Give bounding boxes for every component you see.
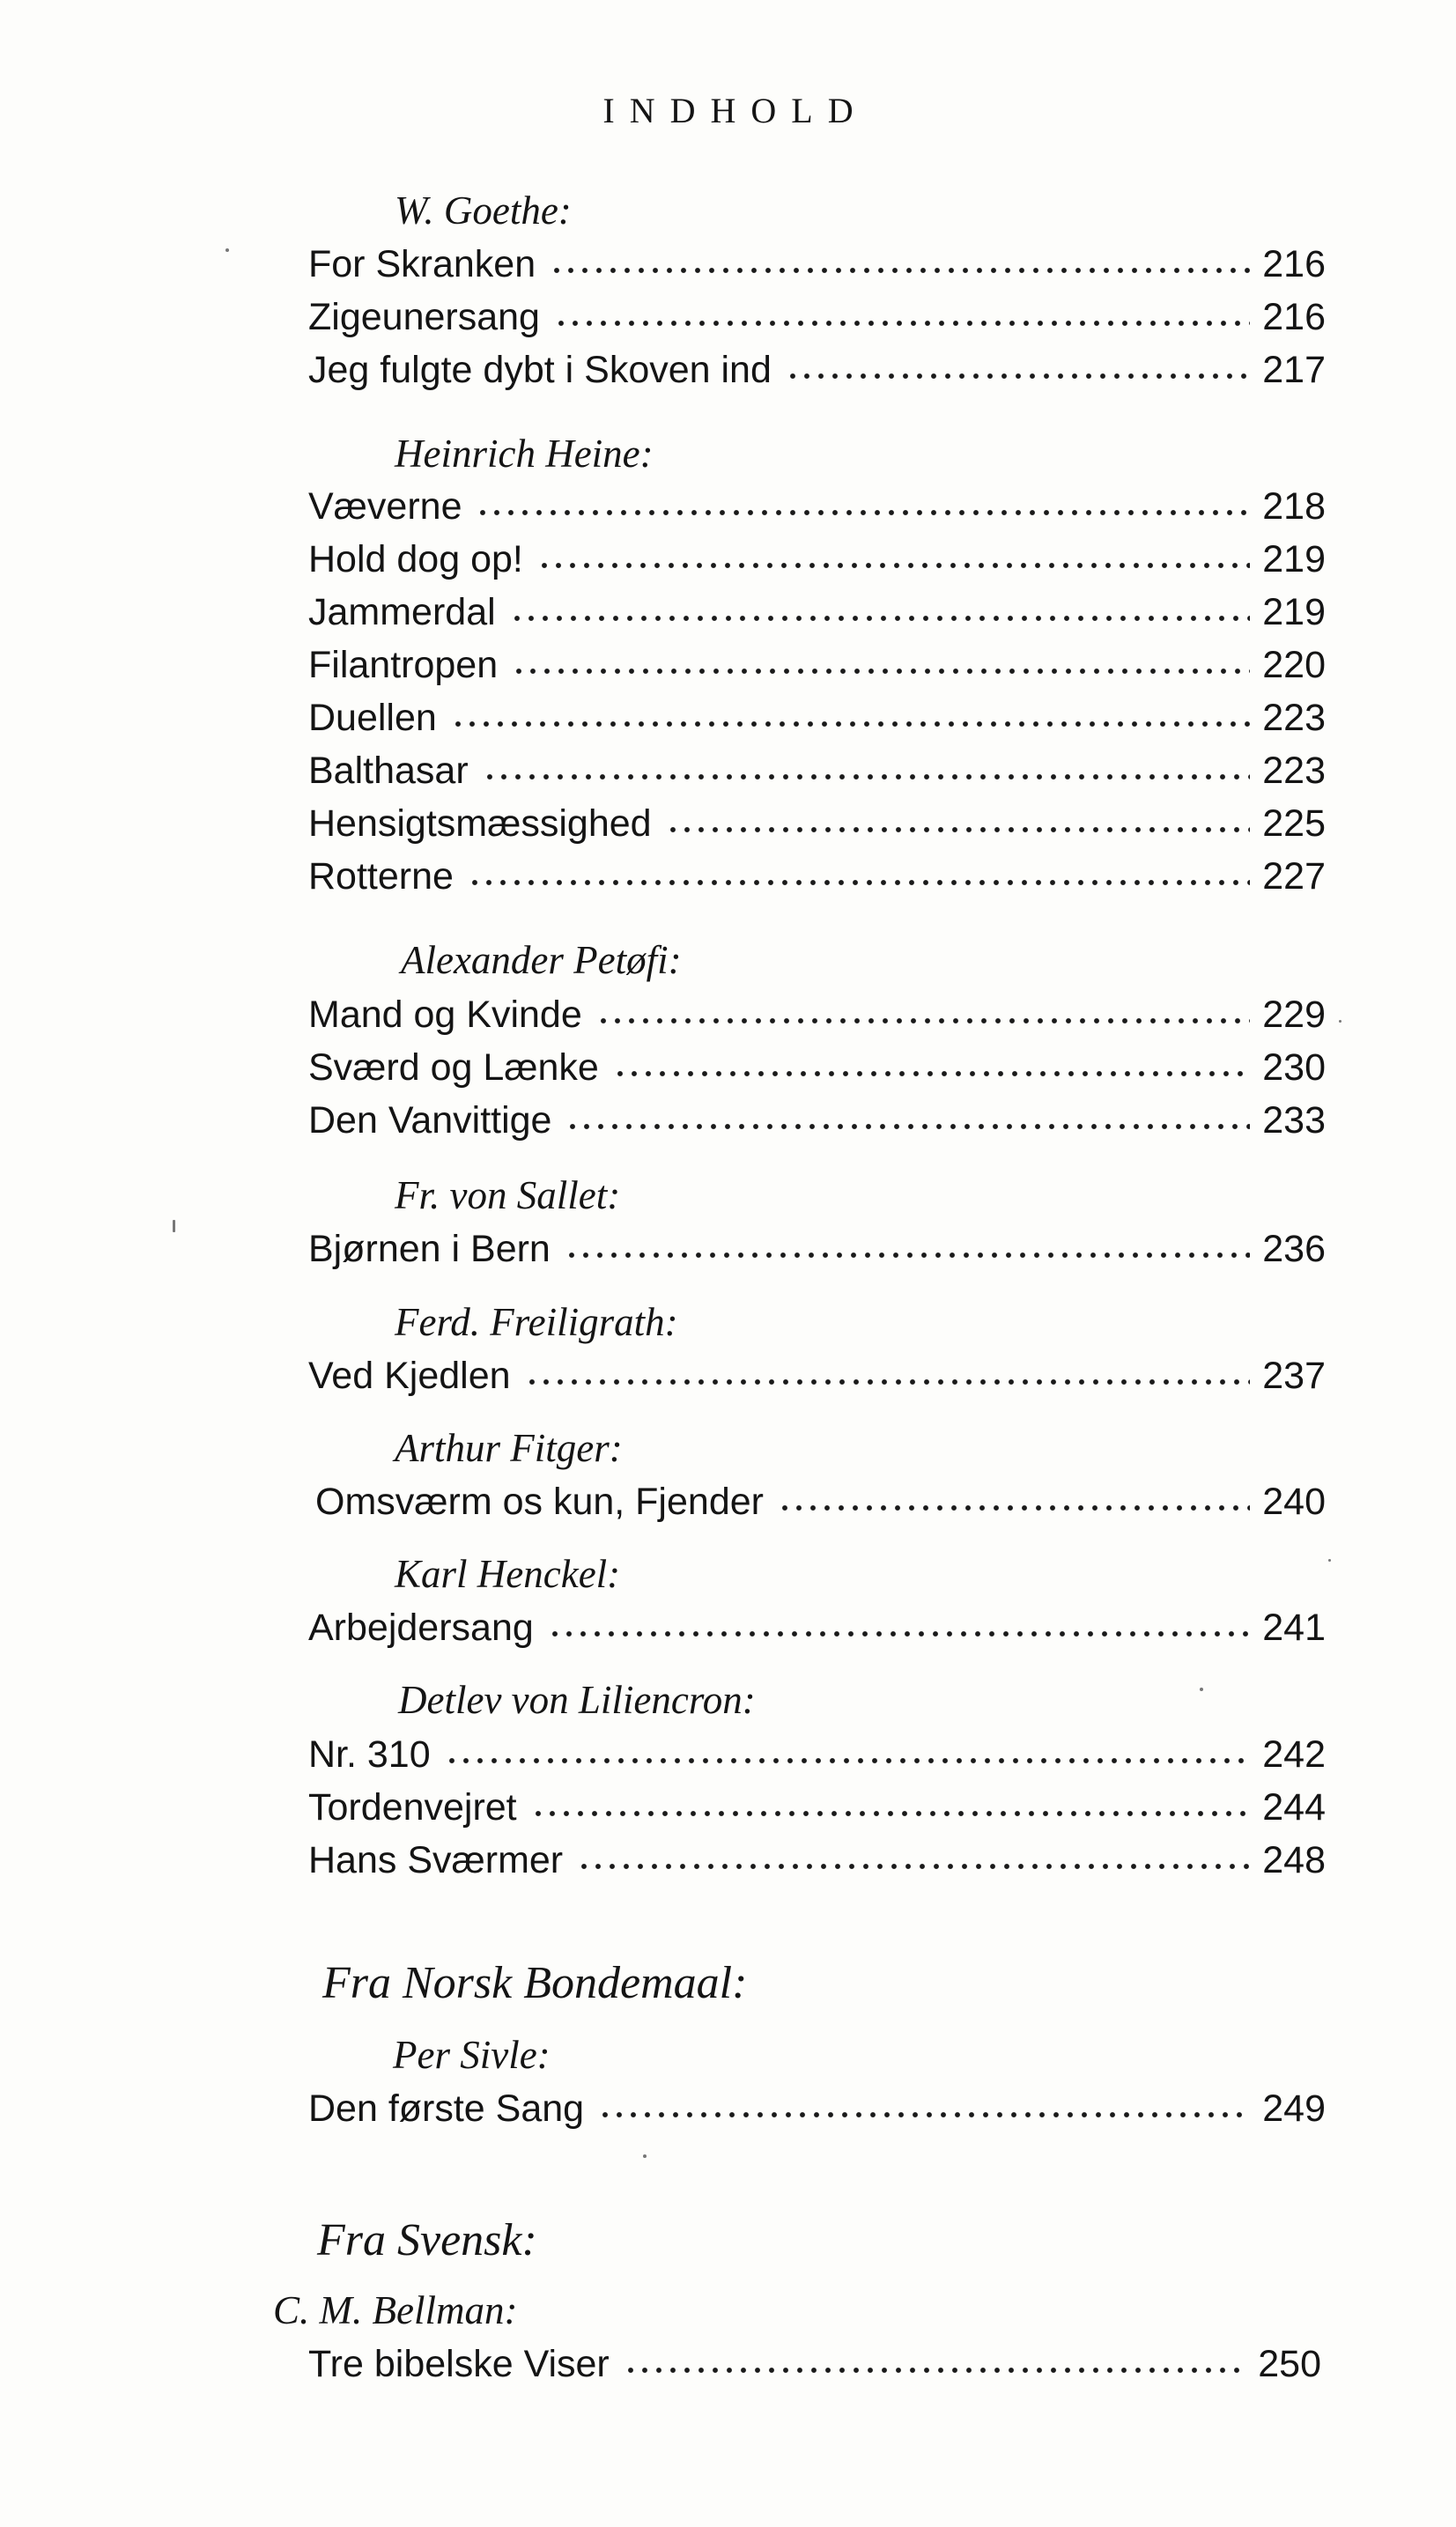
paper-speck (225, 248, 229, 252)
entry-page-number: 217 (1262, 349, 1326, 391)
entry-title: Ved Kjedlen (308, 1355, 511, 1397)
entry-page-number: 237 (1262, 1355, 1326, 1397)
dot-leader (577, 1861, 1250, 1872)
entry-title: Duellen (308, 697, 437, 739)
entry-page-number: 220 (1262, 644, 1326, 686)
author-name: Heinrich Heine: (395, 432, 654, 476)
entry-page-number: 236 (1262, 1228, 1326, 1270)
dot-leader (596, 1016, 1250, 1026)
entry-page-number: 227 (1262, 855, 1326, 898)
dot-leader (565, 1121, 1250, 1132)
paper-speck (1339, 1020, 1341, 1023)
entry-title: Den Vanvittige (308, 1099, 552, 1142)
toc-entry (315, 1475, 1326, 1528)
toc-entry (308, 291, 1326, 344)
toc-entry (308, 691, 1326, 744)
entry-title: Balthasar (308, 750, 469, 792)
entry-title: Tordenvejret (308, 1786, 517, 1829)
author-name: Ferd. Freiligrath: (395, 1300, 678, 1344)
dot-leader (624, 2365, 1245, 2376)
entry-page-number: 242 (1262, 1733, 1326, 1776)
dot-leader (476, 507, 1250, 518)
dot-leader (613, 1068, 1250, 1079)
author-name: Arthur Fitger: (395, 1426, 623, 1470)
entry-page-number: 225 (1262, 802, 1326, 845)
entry-page-number: 250 (1258, 2343, 1321, 2385)
dot-leader (565, 1250, 1250, 1260)
toc-entry (308, 586, 1326, 639)
entry-title: Jammerdal (308, 591, 496, 633)
section-title: Fra Norsk Bondemaal: (322, 1958, 748, 2008)
dot-leader (451, 719, 1250, 729)
entry-title: Den første Sang (308, 2087, 585, 2130)
toc-entry (308, 1781, 1326, 1834)
entry-title: Hold dog op! (308, 538, 523, 580)
paper-speck (173, 1220, 175, 1232)
entry-page-number: 229 (1262, 994, 1326, 1036)
toc-entry (308, 238, 1326, 291)
entry-page-number: 216 (1262, 296, 1326, 338)
dot-leader (554, 318, 1250, 329)
dot-leader (468, 877, 1250, 888)
toc-entry (308, 1728, 1326, 1781)
dot-leader (510, 613, 1251, 624)
toc-entry (308, 1601, 1326, 1654)
toc-entry (308, 344, 1326, 396)
toc-entry (308, 639, 1326, 691)
entry-title: Omsværm os kun, Fjender (315, 1481, 764, 1523)
entry-page-number: 248 (1262, 1839, 1326, 1881)
author-name: C. M. Bellman: (273, 2288, 518, 2332)
toc-entry (308, 2082, 1326, 2135)
page-heading: INDHOLD (602, 91, 868, 130)
entry-title: Væverne (308, 485, 462, 528)
entry-title: Tre bibelske Viser (308, 2343, 610, 2385)
toc-entry (308, 850, 1326, 903)
dot-leader (548, 1629, 1250, 1639)
dot-leader (512, 666, 1250, 676)
entry-title: Jeg fulgte dybt i Skoven ind (308, 349, 772, 391)
toc-entry (308, 1041, 1326, 1094)
entry-page-number: 219 (1262, 538, 1326, 580)
entry-page-number: 233 (1262, 1099, 1326, 1142)
paper-speck (1200, 1688, 1203, 1691)
entry-page-number: 223 (1262, 750, 1326, 792)
dot-leader (598, 2110, 1250, 2120)
author-name: Alexander Petøfi: (401, 938, 682, 982)
toc-entry (308, 744, 1326, 797)
dot-leader (537, 560, 1250, 571)
entry-title: Hans Sværmer (308, 1839, 564, 1881)
toc-entry (308, 1349, 1326, 1402)
dot-leader (525, 1377, 1251, 1387)
entry-page-number: 249 (1262, 2087, 1326, 2130)
section-title: Fra Svensk: (317, 2215, 537, 2265)
toc-entry (308, 480, 1326, 533)
author-name: Per Sivle: (393, 2033, 551, 2077)
entry-title: Sværd og Lænke (308, 1046, 599, 1089)
dot-leader (786, 371, 1250, 381)
toc-entry (308, 2338, 1321, 2390)
dot-leader (445, 1755, 1251, 1766)
author-name: W. Goethe: (395, 188, 572, 233)
entry-title: Bjørnen i Bern (308, 1228, 551, 1270)
paper-speck (1328, 1559, 1331, 1562)
toc-entry (308, 988, 1326, 1041)
entry-page-number: 216 (1262, 243, 1326, 285)
entry-page-number: 223 (1262, 697, 1326, 739)
author-name: Karl Henckel: (395, 1552, 621, 1596)
toc-entry (308, 1094, 1326, 1147)
entry-title: Mand og Kvinde (308, 994, 582, 1036)
entry-title: Rotterne (308, 855, 454, 898)
entry-page-number: 241 (1262, 1607, 1326, 1649)
entry-page-number: 240 (1262, 1481, 1326, 1523)
entry-page-number: 219 (1262, 591, 1326, 633)
entry-title: For Skranken (308, 243, 536, 285)
paper-speck (643, 2154, 647, 2158)
dot-leader (550, 265, 1250, 276)
dot-leader (531, 1808, 1251, 1819)
entry-page-number: 244 (1262, 1786, 1326, 1829)
toc-entry (308, 1223, 1326, 1275)
entry-title: Filantropen (308, 644, 499, 686)
entry-page-number: 218 (1262, 485, 1326, 528)
toc-entry (308, 1834, 1326, 1887)
entry-title: Arbejdersang (308, 1607, 534, 1649)
toc-entry (308, 797, 1326, 850)
entry-page-number: 230 (1262, 1046, 1326, 1089)
dot-leader (666, 824, 1251, 835)
entry-title: Nr. 310 (308, 1733, 431, 1776)
toc-entry (308, 533, 1326, 586)
entry-title: Hensigtsmæssighed (308, 802, 652, 845)
dot-leader (483, 772, 1251, 782)
entry-title: Zigeunersang (308, 296, 540, 338)
author-name: Detlev von Liliencron: (398, 1678, 756, 1722)
dot-leader (778, 1503, 1250, 1513)
author-name: Fr. von Sallet: (395, 1173, 621, 1217)
